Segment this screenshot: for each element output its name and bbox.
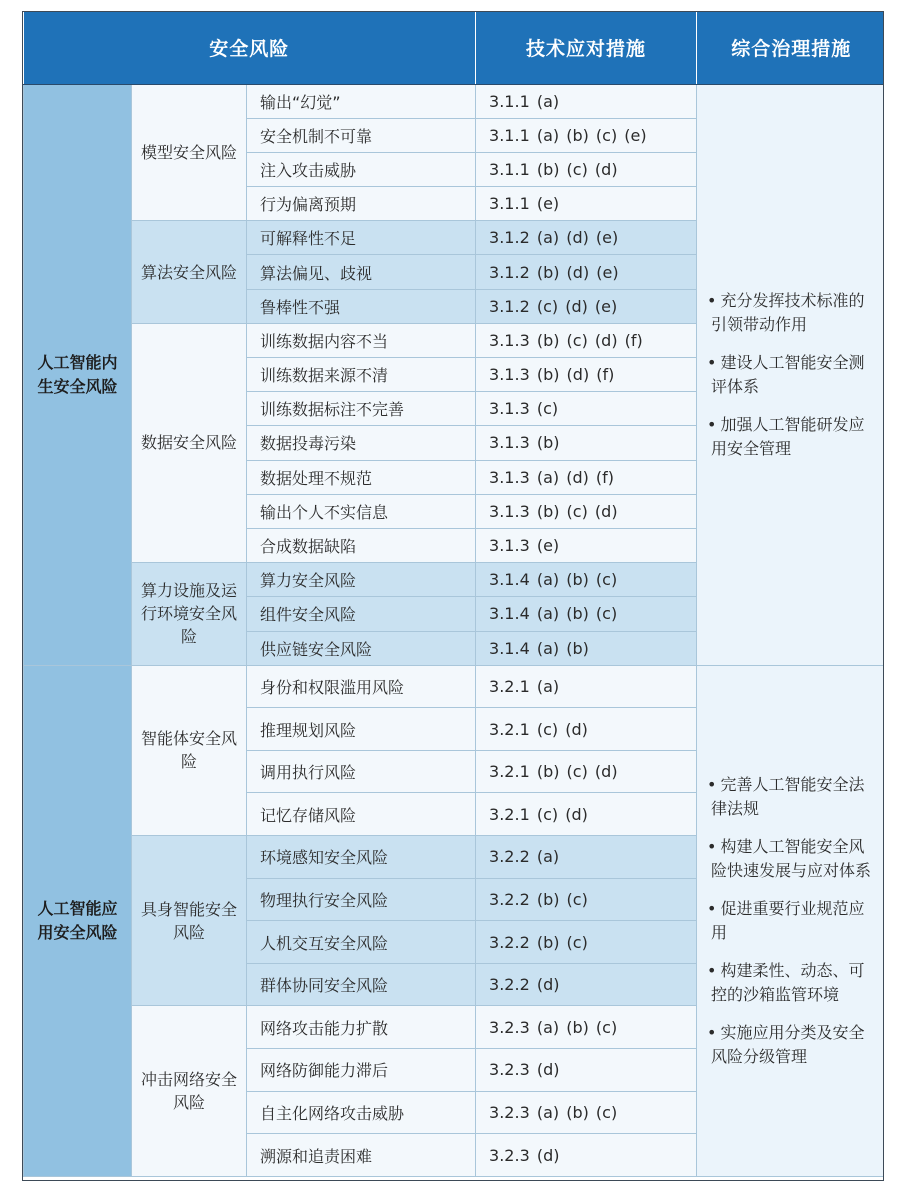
risk-item: 记忆存储风险 — [247, 793, 476, 836]
governance-measure-text: 实施应用分类及安全风险分级管理 — [711, 1022, 865, 1066]
risk-item: 供应链安全风险 — [247, 631, 476, 665]
tech-measure-ref: 3.2.3 (a) (b) (c) — [476, 1006, 697, 1049]
tech-measure-ref: 3.1.1 (e) — [476, 187, 697, 221]
risk-item: 溯源和追责困难 — [247, 1134, 476, 1177]
tech-measure-ref: 3.1.4 (a) (b) (c) — [476, 563, 697, 597]
main-risk-category: 人工智能应用安全风险 — [24, 665, 132, 1176]
tech-measure-ref: 3.1.1 (a) — [476, 84, 697, 118]
governance-measure-text: 完善人工智能安全法律法规 — [711, 774, 865, 818]
risk-item: 算力安全风险 — [247, 563, 476, 597]
tech-measure-ref: 3.2.3 (d) — [476, 1049, 697, 1092]
tech-measure-ref: 3.1.3 (c) — [476, 392, 697, 426]
risk-table — [23, 12, 884, 1177]
governance-measure — [707, 959, 873, 1007]
tech-measure-ref: 3.1.3 (b) (c) (d) — [476, 494, 697, 528]
risk-subcategory: 具身智能安全风险 — [132, 836, 247, 1006]
table-row — [24, 84, 885, 118]
bullet-dot: • — [707, 352, 717, 372]
governance-measure — [707, 1021, 873, 1069]
header-risk: 安全风险 — [24, 12, 476, 84]
risk-item: 安全机制不可靠 — [247, 118, 476, 152]
tech-measure-ref: 3.1.4 (a) (b) — [476, 631, 697, 665]
governance-measure — [707, 289, 873, 337]
risk-item: 人机交互安全风险 — [247, 921, 476, 964]
header-gov: 综合治理措施 — [697, 12, 884, 84]
tech-measure-ref: 3.2.2 (d) — [476, 963, 697, 1006]
tech-measure-ref: 3.1.2 (b) (d) (e) — [476, 255, 697, 289]
risk-subcategory: 模型安全风险 — [132, 84, 247, 221]
governance-measure — [707, 351, 873, 399]
tech-measure-ref: 3.1.3 (b) — [476, 426, 697, 460]
risk-item: 身份和权限滥用风险 — [247, 665, 476, 708]
tech-measure-ref: 3.2.3 (a) (b) (c) — [476, 1091, 697, 1134]
bullet-dot: • — [707, 836, 717, 856]
governance-measures-list — [707, 773, 873, 1069]
governance-measure-text: 构建人工智能安全风险快速发展与应对体系 — [711, 836, 872, 880]
governance-measure-text: 建设人工智能安全测评体系 — [711, 352, 865, 396]
risk-item: 群体协同安全风险 — [247, 963, 476, 1006]
risk-item: 输出“幻觉” — [247, 84, 476, 118]
governance-measure-text: 构建柔性、动态、可控的沙箱监管环境 — [711, 960, 865, 1004]
table-row — [24, 665, 885, 708]
governance-measure-text: 加强人工智能研发应用安全管理 — [711, 414, 865, 458]
risk-subcategory: 冲击网络安全风险 — [132, 1006, 247, 1176]
tech-measure-ref: 3.1.3 (a) (d) (f) — [476, 460, 697, 494]
risk-item: 行为偏离预期 — [247, 187, 476, 221]
tech-measure-ref: 3.1.3 (b) (c) (d) (f) — [476, 323, 697, 357]
tech-measure-ref: 3.2.3 (d) — [476, 1134, 697, 1177]
risk-item: 环境感知安全风险 — [247, 836, 476, 879]
risk-item: 网络防御能力滞后 — [247, 1049, 476, 1092]
tech-measure-ref: 3.1.3 (e) — [476, 528, 697, 562]
risk-item: 数据投毒污染 — [247, 426, 476, 460]
governance-measure-text: 充分发挥技术标准的引领带动作用 — [711, 290, 865, 334]
risk-item: 可解释性不足 — [247, 221, 476, 255]
governance-measure-text: 促进重要行业规范应用 — [711, 898, 865, 942]
governance-measures-list — [707, 289, 873, 461]
risk-subcategory: 算力设施及运行环境安全风险 — [132, 563, 247, 666]
bullet-dot: • — [707, 1022, 717, 1042]
table-body — [24, 84, 885, 1176]
tech-measure-ref: 3.1.4 (a) (b) (c) — [476, 597, 697, 631]
tech-measure-ref: 3.2.1 (b) (c) (d) — [476, 750, 697, 793]
governance-measure — [707, 413, 873, 461]
governance-measure — [707, 897, 873, 945]
bullet-dot: • — [707, 960, 717, 980]
tech-measure-ref: 3.1.2 (c) (d) (e) — [476, 289, 697, 323]
risk-item: 合成数据缺陷 — [247, 528, 476, 562]
governance-measures-cell — [697, 665, 884, 1176]
governance-measures-cell — [697, 84, 884, 665]
tech-measure-ref: 3.2.2 (b) (c) — [476, 921, 697, 964]
tech-measure-ref: 3.2.1 (a) — [476, 665, 697, 708]
risk-item: 输出个人不实信息 — [247, 494, 476, 528]
main-risk-category: 人工智能内生安全风险 — [24, 84, 132, 665]
tech-measure-ref: 3.1.1 (a) (b) (c) (e) — [476, 118, 697, 152]
risk-item: 训练数据内容不当 — [247, 323, 476, 357]
governance-measure — [707, 835, 873, 883]
risk-item: 注入攻击威胁 — [247, 152, 476, 186]
tech-measure-ref: 3.1.1 (b) (c) (d) — [476, 152, 697, 186]
risk-item: 推理规划风险 — [247, 708, 476, 751]
risk-subcategory: 算法安全风险 — [132, 221, 247, 324]
risk-item: 物理执行安全风险 — [247, 878, 476, 921]
tech-measure-ref: 3.2.2 (b) (c) — [476, 878, 697, 921]
risk-item: 训练数据标注不完善 — [247, 392, 476, 426]
tech-measure-ref: 3.2.1 (c) (d) — [476, 793, 697, 836]
risk-table-frame — [22, 11, 884, 1181]
risk-subcategory: 智能体安全风险 — [132, 665, 247, 835]
bullet-dot: • — [707, 898, 717, 918]
bullet-dot: • — [707, 414, 717, 434]
risk-item: 网络攻击能力扩散 — [247, 1006, 476, 1049]
risk-item: 算法偏见、歧视 — [247, 255, 476, 289]
tech-measure-ref: 3.2.1 (c) (d) — [476, 708, 697, 751]
tech-measure-ref: 3.1.3 (b) (d) (f) — [476, 358, 697, 392]
header-tech: 技术应对措施 — [476, 12, 697, 84]
risk-item: 鲁棒性不强 — [247, 289, 476, 323]
tech-measure-ref: 3.2.2 (a) — [476, 836, 697, 879]
header-row — [24, 12, 885, 84]
tech-measure-ref: 3.1.2 (a) (d) (e) — [476, 221, 697, 255]
risk-item: 组件安全风险 — [247, 597, 476, 631]
risk-item: 自主化网络攻击威胁 — [247, 1091, 476, 1134]
bullet-dot: • — [707, 290, 717, 310]
risk-item: 数据处理不规范 — [247, 460, 476, 494]
risk-item: 训练数据来源不清 — [247, 358, 476, 392]
bullet-dot: • — [707, 774, 717, 794]
governance-measure — [707, 773, 873, 821]
risk-subcategory: 数据安全风险 — [132, 323, 247, 562]
risk-item: 调用执行风险 — [247, 750, 476, 793]
